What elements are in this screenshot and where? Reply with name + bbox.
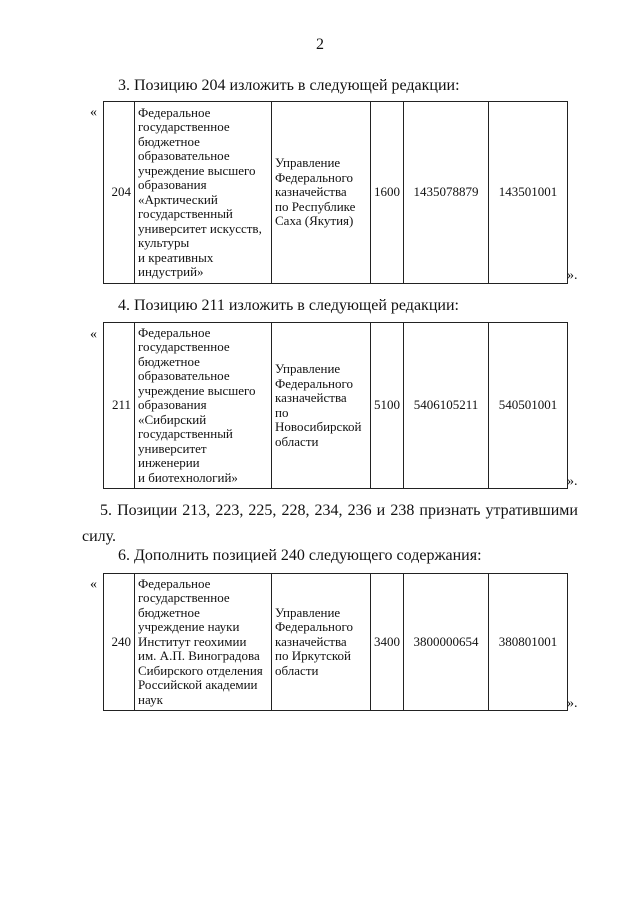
- cell-line: учреждение науки: [138, 619, 240, 635]
- cell-line: культуры: [138, 235, 190, 250]
- kpp-value: 143501001: [489, 102, 568, 284]
- cell-line: Российской академии: [138, 677, 258, 693]
- item-4-close-quote: ».: [567, 474, 578, 489]
- item-5-line-2: силу.: [82, 528, 117, 545]
- cell-line: Управление: [275, 604, 341, 620]
- cell-line: Федерального: [275, 169, 354, 185]
- position-number: 240: [104, 574, 135, 711]
- item-4-open-quote: «: [90, 327, 97, 342]
- page-number: 2: [316, 36, 324, 53]
- cell-line: Сибирского отделения: [138, 662, 263, 678]
- position-number: 204: [104, 102, 135, 284]
- cell-line: бюджетное: [138, 604, 200, 620]
- cell-line: государственное: [138, 590, 230, 606]
- cell-line: бюджетное: [138, 353, 200, 369]
- cell-line: по Иркутской: [275, 648, 351, 664]
- institution-name: [135, 323, 272, 489]
- cell-line: им. А.П. Виноградова: [138, 648, 260, 664]
- inn-value: 1435078879: [404, 102, 489, 284]
- table-row: [104, 323, 568, 489]
- treasury-code: 1600: [371, 102, 404, 284]
- cell-line: образования: [138, 397, 207, 413]
- cell-line: образовательное: [138, 368, 230, 384]
- cell-line: Управление: [275, 155, 341, 171]
- cell-line: учреждение высшего: [138, 382, 256, 398]
- item-5-paragraph: [82, 498, 578, 550]
- cell-line: казначейства: [275, 184, 347, 200]
- cell-line: бюджетное: [138, 133, 200, 149]
- item-6-heading: 6. Дополнить позицией 240 следующего содержания:: [118, 547, 482, 564]
- item-3-open-quote: «: [90, 105, 97, 120]
- inn-value: 3800000654: [404, 574, 489, 711]
- institution-name: [135, 102, 272, 284]
- cell-line: Федеральное: [138, 104, 211, 120]
- table-row: [104, 574, 568, 711]
- cell-line: Федеральное: [138, 575, 211, 591]
- cell-line: образования: [138, 177, 207, 192]
- cell-line: по Республике: [275, 198, 356, 214]
- item-6-close-quote: ».: [567, 696, 578, 711]
- cell-line: и биотехнологий»: [138, 469, 238, 485]
- cell-line: государственный: [138, 206, 233, 221]
- cell-line: казначейства: [275, 390, 347, 405]
- cell-line: государственный: [138, 426, 233, 442]
- cell-line: Федерального: [275, 375, 354, 391]
- table-row: [104, 102, 568, 284]
- item-6-open-quote: «: [90, 577, 97, 592]
- cell-line: Новосибирской: [275, 419, 362, 434]
- cell-line: области: [275, 433, 319, 449]
- cell-line: учреждение высшего: [138, 162, 256, 178]
- item-3-close-quote: ».: [567, 268, 578, 283]
- cell-line: университет: [138, 440, 207, 456]
- cell-line: Управление: [275, 361, 341, 376]
- cell-line: образовательное: [138, 148, 230, 163]
- item-6-table: [103, 573, 568, 711]
- item-4-table: [103, 322, 568, 489]
- treasury-code: 3400: [371, 574, 404, 711]
- cell-line: Федеральное: [138, 324, 211, 340]
- kpp-value: 380801001: [489, 574, 568, 711]
- cell-line: индустрий»: [138, 264, 204, 279]
- institution-name: [135, 574, 272, 711]
- cell-line: «Арктический: [138, 191, 218, 207]
- inn-value: 5406105211: [404, 323, 489, 489]
- treasury-body: [272, 102, 371, 284]
- item-3-heading: 3. Позицию 204 изложить в следующей редакции:: [118, 77, 460, 94]
- treasury-body: [272, 574, 371, 711]
- cell-line: и креативных: [138, 249, 214, 265]
- treasury-body: [272, 323, 371, 489]
- cell-line: «Сибирский: [138, 411, 207, 427]
- cell-line: казначейства: [275, 633, 347, 649]
- item-5-line-1: 5. Позиции 213, 223, 225, 228, 234, 236 и 238 признать утратившими: [100, 502, 578, 519]
- cell-line: государственное: [138, 119, 230, 134]
- cell-line: инженерии: [138, 455, 200, 471]
- item-3-table: [103, 101, 568, 284]
- position-number: 211: [104, 323, 135, 489]
- cell-line: наук: [138, 691, 163, 707]
- cell-line: Саха (Якутия): [275, 213, 354, 229]
- treasury-code: 5100: [371, 323, 404, 489]
- cell-line: по: [275, 404, 289, 420]
- cell-line: государственное: [138, 339, 230, 355]
- cell-line: области: [275, 662, 319, 678]
- cell-line: Федерального: [275, 619, 354, 635]
- cell-line: университет искусств,: [138, 220, 262, 236]
- cell-line: Институт геохимии: [138, 633, 247, 649]
- item-4-heading: 4. Позицию 211 изложить в следующей редакции:: [118, 297, 459, 314]
- kpp-value: 540501001: [489, 323, 568, 489]
